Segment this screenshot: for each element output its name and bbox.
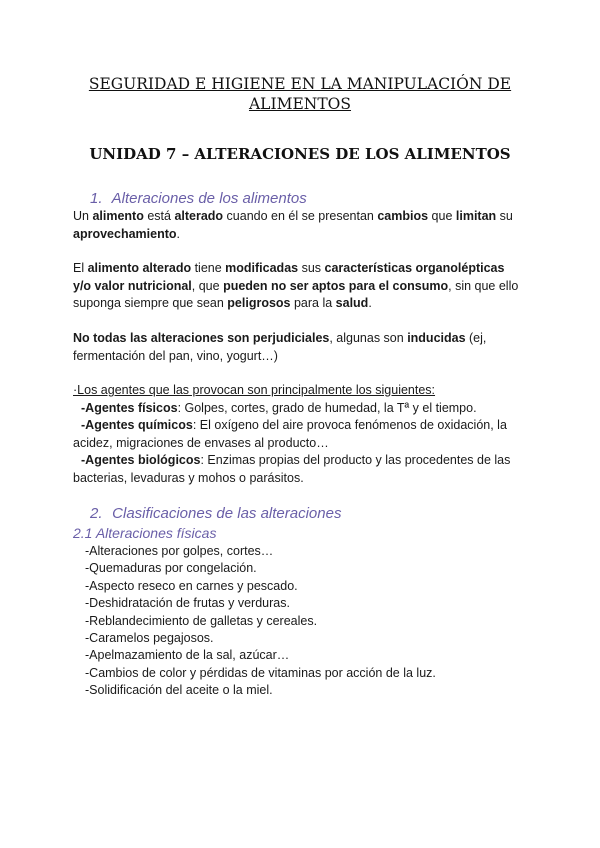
list-item: -Cambios de color y pérdidas de vitaminas por acción de la luz. <box>85 665 436 680</box>
section1-heading <box>90 190 307 208</box>
list-item: -Solidificación del aceite o la miel. <box>85 683 273 698</box>
subsection-heading: 2.1 Alteraciones físicas <box>73 525 217 541</box>
list-item: -Aspecto reseco en carnes y pescado. <box>85 578 298 593</box>
list-item: -Quemaduras por congelación. <box>85 561 257 576</box>
document-title <box>40 74 560 114</box>
list-item: -Caramelos pegajosos. <box>85 631 214 646</box>
list-item: -Alteraciones por golpes, cortes… <box>85 544 274 558</box>
section1-heading-text: Alteraciones de los alimentos <box>111 190 307 207</box>
agent-chemical-text: : El oxígeno del aire provoca fenómenos de oxidación, la acidez, migraciones de envases al producto… <box>73 418 507 450</box>
section2-heading <box>90 505 341 523</box>
agent-physical-label: -Agentes físicos <box>81 400 178 415</box>
agent-biological-text: : Enzimas propias del producto y las procedentes de las bacterias, levaduras y mohos o parásitos. <box>73 453 511 485</box>
physical-alterations-list <box>85 543 515 700</box>
document-title-line1: SEGURIDAD E HIGIENE EN LA MANIPULACIÓN DE <box>88 75 512 93</box>
section1-paragraph1: Un alimento está alterado cuando en él se presentan cambios que limitan su aprovechamiento. <box>73 209 513 241</box>
agents-list <box>73 382 523 487</box>
list-item: -Reblandecimiento de galletas y cereales. <box>85 613 318 628</box>
section2-heading-text: Clasificaciones de las alteraciones <box>112 505 342 522</box>
section1-number: 1. <box>90 190 103 207</box>
unit-title: UNIDAD 7 – ALTERACIONES DE LOS ALIMENTOS <box>89 145 511 163</box>
document-title-line2: ALIMENTOS <box>248 95 352 113</box>
agent-chemical-label: -Agentes químicos <box>81 418 193 432</box>
agent-biological-label: -Agentes biológicos <box>81 453 201 467</box>
agents-intro: ·Los agentes que las provocan son principalmente los siguientes: <box>73 383 436 397</box>
agent-physical-text: : Golpes, cortes, grado de humedad, la Tª y el tiempo. <box>177 400 477 415</box>
list-item: -Deshidratación de frutas y verduras. <box>85 596 290 611</box>
section2-number: 2. <box>90 505 103 522</box>
list-item: -Apelmazamiento de la sal, azúcar… <box>85 648 290 663</box>
section1-paragraph3: No todas las alteraciones son perjudiciales, algunas son inducidas (ej, fermentación del pan, vino, yogurt…) <box>73 331 487 363</box>
section1-paragraph2: El alimento alterado tiene modificadas sus características organolépticas y/o valor nutricional, que pueden no ser aptos para el consumo, sin que ello suponga siempre que sean peligrosos para la salud. <box>73 261 519 310</box>
